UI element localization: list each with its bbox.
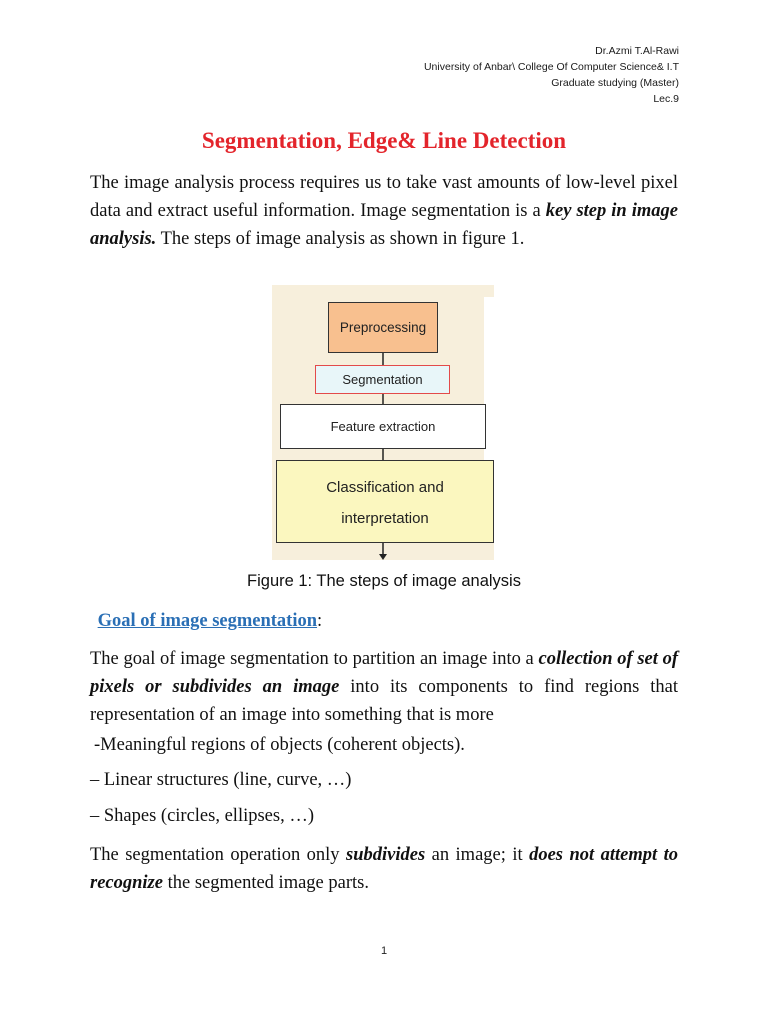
intro-emphasis: key step in image analysis. <box>90 201 678 249</box>
closing-text-3: the segmented image parts. <box>162 873 369 893</box>
down-arrow-icon <box>379 554 387 560</box>
author-name: Dr.Azmi T.Al-Rawi <box>595 45 679 57</box>
lecture-number: Lec.9 <box>653 93 679 105</box>
goal-heading <box>93 611 322 632</box>
page-title: Segmentation, Edge& Line Detection <box>201 128 567 153</box>
goal-heading-link[interactable]: Goal of image segmentation <box>97 611 318 631</box>
closing-text-1: The segmentation operation only <box>90 845 347 865</box>
classification-label-1: Classification and <box>326 478 444 496</box>
course-level: Graduate studying (Master) <box>551 77 679 89</box>
goal-text-2: into its components to find regions that representation of an image into something that is more <box>90 677 678 725</box>
list-item: – Shapes (circles, ellipses, …) <box>90 806 314 826</box>
classification-label-2: interpretation <box>341 509 429 527</box>
figure-caption: Figure 1: The steps of image analysis <box>247 572 521 590</box>
classification-box <box>276 460 494 543</box>
closing-emphasis-2: does not attempt to recognize <box>90 845 678 893</box>
goal-heading-colon: : <box>317 611 323 631</box>
closing-text-2: an image; it <box>425 845 530 865</box>
intro-paragraph <box>90 169 678 253</box>
segmentation-box: Segmentation <box>315 365 450 394</box>
feature-extraction-box: Feature extraction <box>280 404 486 449</box>
closing-emphasis-1: subdivides <box>346 845 426 865</box>
closing-paragraph <box>90 841 678 897</box>
list-item: -Meaningful regions of objects (coherent objects). <box>94 735 465 755</box>
institution: University of Anbar\ College Of Computer Science& I.T <box>423 61 679 73</box>
list-item: – Linear structures (line, curve, …) <box>90 770 352 790</box>
page-number: 1 <box>380 945 388 957</box>
intro-text-1: The image analysis process requires us to take vast amounts of low-level pixel data and extract useful information. Image segmentation is a <box>90 173 678 221</box>
goal-paragraph <box>90 645 678 729</box>
page-header <box>424 43 679 107</box>
preprocessing-box: Preprocessing <box>328 302 438 353</box>
goal-text-1: The goal of image segmentation to partition an image into a <box>90 649 539 669</box>
goal-emphasis: collection of set of pixels or subdivides an image <box>90 649 679 697</box>
intro-text-2: The steps of image analysis as shown in figure 1. <box>156 229 525 249</box>
image-analysis-figure <box>272 285 494 560</box>
